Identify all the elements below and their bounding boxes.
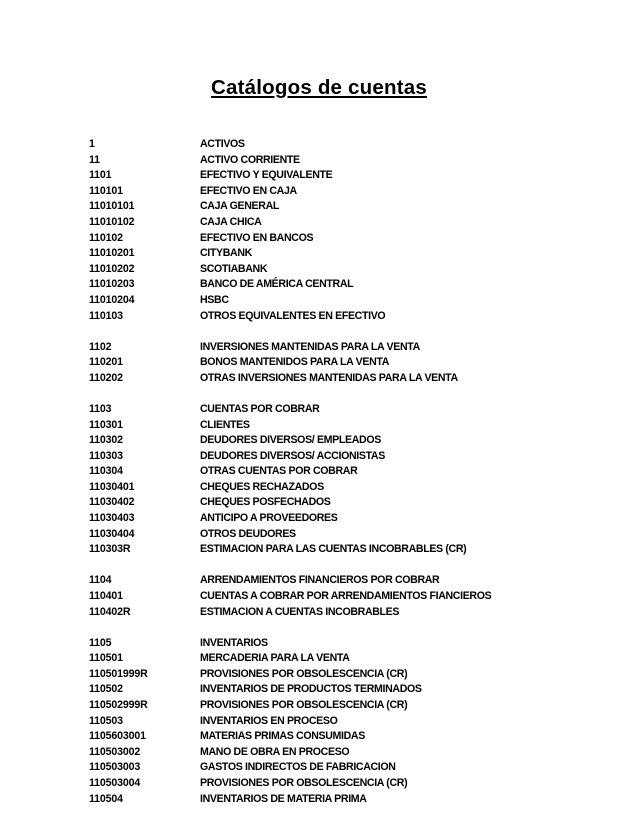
account-row (89, 262, 629, 278)
account-code: 11010202 (89, 262, 135, 275)
account-code: 110503003 (89, 761, 141, 774)
account-row (89, 760, 629, 776)
page-title: Catálogos de cuentas (211, 76, 427, 99)
account-group (89, 636, 629, 808)
account-code: 1 (89, 138, 95, 150)
account-row (89, 573, 629, 589)
account-name: ANTICIPO A PROVEEDORES (200, 512, 338, 525)
account-catalog (89, 137, 629, 823)
account-row (89, 792, 629, 808)
account-name: GASTOS INDIRECTOS DE FABRICACION (200, 761, 396, 774)
account-name: ESTIMACION PARA LAS CUENTAS INCOBRABLES (CR) (200, 543, 467, 556)
account-name: ACTIVOS (200, 138, 245, 150)
account-row (89, 340, 629, 356)
account-name: MANO DE OBRA EN PROCESO (200, 745, 350, 758)
account-name: BANCO DE AMÉRICA CENTRAL (200, 278, 354, 291)
account-row (89, 667, 629, 683)
account-row (89, 589, 629, 605)
account-group (89, 573, 629, 620)
account-row (89, 527, 629, 543)
account-group (89, 137, 629, 324)
account-name: OTRAS CUENTAS POR COBRAR (200, 465, 358, 478)
account-name: CAJA CHICA (200, 215, 262, 228)
account-row (89, 449, 629, 465)
account-row (89, 729, 629, 745)
account-code: 110503002 (89, 745, 141, 758)
account-code: 11030401 (89, 480, 135, 493)
account-row (89, 511, 629, 527)
account-row (89, 137, 629, 153)
account-row (89, 776, 629, 792)
account-row (89, 371, 629, 387)
account-code: 11010101 (89, 200, 135, 213)
account-row (89, 168, 629, 184)
account-code: 11010102 (89, 215, 135, 228)
account-name: CHEQUES RECHAZADOS (200, 480, 324, 493)
account-row (89, 605, 629, 621)
account-row (89, 184, 629, 200)
account-code: 11010203 (89, 278, 135, 291)
account-code: 110402R (89, 605, 131, 618)
account-row (89, 215, 629, 231)
account-row (89, 309, 629, 325)
account-name: INVENTARIOS DE MATERIA PRIMA (200, 792, 367, 805)
account-code: 110303 (89, 449, 123, 462)
account-name: INVERSIONES MANTENIDAS PARA LA VENTA (200, 340, 420, 353)
account-code: 1102 (89, 340, 112, 353)
account-name: OTROS DEUDORES (200, 527, 296, 540)
account-code: 110503 (89, 714, 123, 727)
account-name: EFECTIVO EN CAJA (200, 184, 297, 197)
account-code: 110202 (89, 371, 123, 384)
account-code: 11030402 (89, 496, 135, 509)
account-code: 110301 (89, 418, 123, 431)
account-name: HSBC (200, 293, 229, 306)
account-row (89, 636, 629, 652)
account-code: 110502 (89, 683, 123, 696)
account-name: CUENTAS POR COBRAR (200, 402, 320, 415)
account-name: CUENTAS A COBRAR POR ARRENDAMIENTOS FIANCIEROS (200, 589, 492, 602)
account-name: PROVISIONES POR OBSOLESCENCIA (CR) (200, 667, 408, 680)
account-row (89, 714, 629, 730)
account-code: 110501 (89, 652, 123, 665)
account-row (89, 542, 629, 558)
account-name: CHEQUES POSFECHADOS (200, 496, 331, 509)
account-row (89, 246, 629, 262)
account-code: 110304 (89, 465, 123, 478)
account-code: 1105603001 (89, 730, 146, 743)
account-code: 110103 (89, 309, 123, 322)
account-code: 110201 (89, 356, 123, 369)
account-row (89, 651, 629, 667)
account-name: SCOTIABANK (200, 262, 268, 275)
account-code: 110302 (89, 434, 123, 447)
account-row (89, 231, 629, 247)
account-row (89, 153, 629, 169)
account-code: 110102 (89, 231, 123, 244)
account-name: EFECTIVO Y EQUIVALENTE (200, 169, 333, 182)
account-row (89, 355, 629, 371)
account-name: OTRAS INVERSIONES MANTENIDAS PARA LA VENTA (200, 371, 458, 384)
account-name: ACTIVO CORRIENTE (200, 153, 300, 166)
account-row (89, 698, 629, 714)
account-name: CLIENTES (200, 418, 250, 431)
account-row (89, 495, 629, 511)
account-row (89, 402, 629, 418)
account-name: ARRENDAMIENTOS FINANCIEROS POR COBRAR (200, 574, 440, 587)
account-row (89, 199, 629, 215)
account-name: MERCADERIA PARA LA VENTA (200, 652, 350, 665)
account-code: 110503004 (89, 776, 141, 789)
account-code: 11010201 (89, 247, 135, 260)
account-code: 11 (89, 153, 100, 166)
account-name: CITYBANK (200, 247, 252, 260)
account-name: INVENTARIOS EN PROCESO (200, 714, 338, 727)
account-name: PROVISIONES POR OBSOLESCENCIA (CR) (200, 699, 408, 711)
account-code: 110101 (89, 184, 123, 197)
account-name: PROVISIONES POR OBSOLESCENCIA (CR) (200, 776, 408, 789)
account-name: MATERIAS PRIMAS CONSUMIDAS (200, 730, 365, 743)
account-code: 11030404 (89, 527, 135, 540)
account-name: DEUDORES DIVERSOS/ EMPLEADOS (200, 434, 381, 447)
account-code: 1105 (89, 636, 112, 649)
account-code: 11010204 (89, 293, 135, 306)
account-group (89, 340, 629, 387)
account-row (89, 480, 629, 496)
account-group (89, 402, 629, 558)
account-row (89, 745, 629, 761)
account-name: DEUDORES DIVERSOS/ ACCIONISTAS (200, 449, 385, 462)
account-row (89, 277, 629, 293)
account-name: CAJA GENERAL (200, 200, 279, 213)
account-name: ESTIMACION A CUENTAS INCOBRABLES (200, 605, 400, 618)
account-code: 110502999R (89, 699, 148, 711)
account-code: 110504 (89, 792, 123, 805)
account-row (89, 464, 629, 480)
account-name: EFECTIVO EN BANCOS (200, 231, 314, 244)
account-name: BONOS MANTENIDOS PARA LA VENTA (200, 356, 390, 369)
account-row (89, 433, 629, 449)
account-code: 1103 (89, 402, 112, 415)
account-name: INVENTARIOS DE PRODUCTOS TERMINADOS (200, 683, 422, 696)
account-code: 1101 (89, 169, 112, 182)
account-name: INVENTARIOS (200, 636, 268, 649)
account-code: 110401 (89, 589, 123, 602)
account-row (89, 682, 629, 698)
account-code: 1104 (89, 574, 112, 587)
account-code: 110501999R (89, 667, 148, 680)
account-row (89, 293, 629, 309)
account-row (89, 418, 629, 434)
account-name: OTROS EQUIVALENTES EN EFECTIVO (200, 309, 386, 322)
account-code: 11030403 (89, 512, 135, 525)
account-code: 110303R (89, 543, 131, 556)
